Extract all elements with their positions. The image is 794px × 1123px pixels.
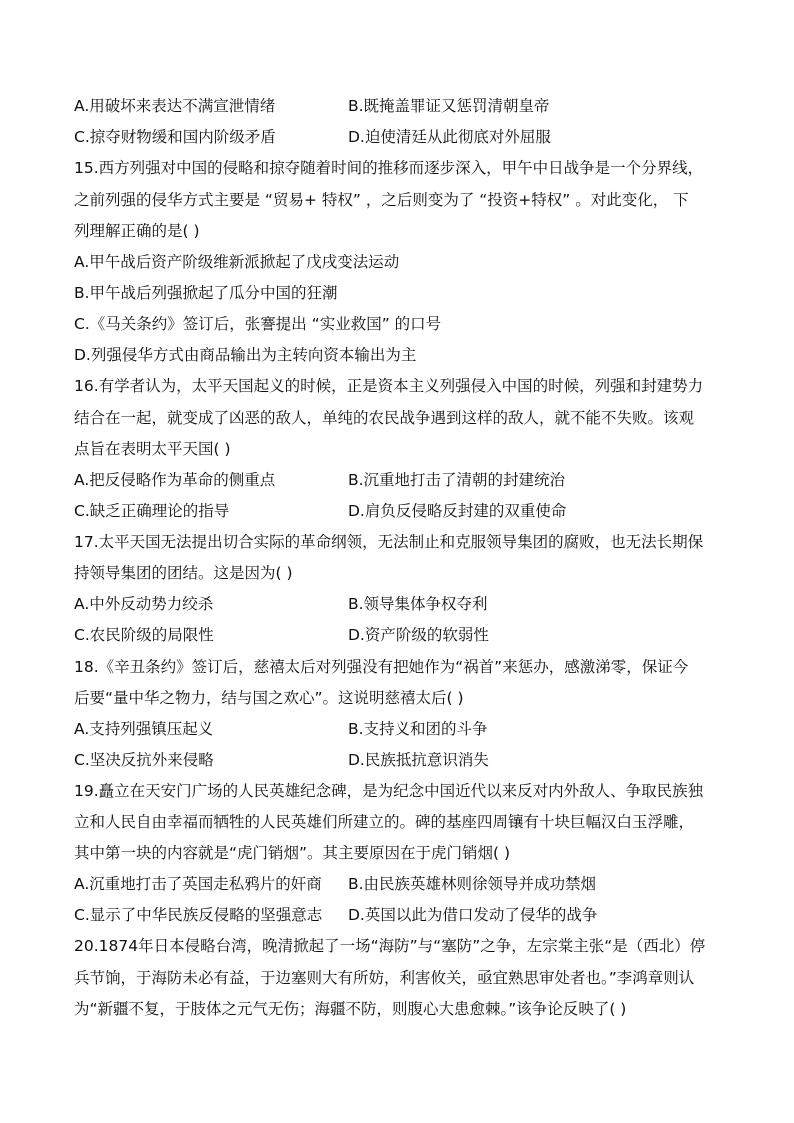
q19-stem-line: 立和人民自由幸福而牺牲的人民英雄们所建立的。碑的基座四周镶有十块巨幅汉白玉浮雕， bbox=[74, 813, 695, 831]
q17-option-d: D.资产阶级的软弱性 bbox=[348, 626, 489, 644]
q14-option-d: D.迫使清廷从此彻底对外屈服 bbox=[348, 128, 551, 146]
q17-option-a: A.中外反动势力绞杀 bbox=[74, 595, 214, 613]
q16-stem-line: 16.有学者认为，太平天国起义的时候，正是资本主义列强侵入中国的时候，列强和封建势力 bbox=[74, 377, 704, 395]
q16-stem-line: 结合在一起，就变成了凶恶的敌人，单纯的农民战争遇到这样的敌人，就不能不失败。该观 bbox=[74, 409, 695, 427]
q17-stem-line: 持领导集团的团结。这是因为( ) bbox=[74, 564, 293, 582]
q16-option-b: B.沉重地打击了清朝的封建统治 bbox=[348, 471, 566, 489]
q19-option-b: B.由民族英雄林则徐领导并成功禁烟 bbox=[348, 875, 597, 893]
q15-option-a: A.甲午战后资产阶级维新派掀起了戊戌变法运动 bbox=[74, 253, 400, 271]
q20-stem-line: 20.1874年日本侵略台湾，晚清掀起了一场“海防”与“塞防”之争，左宗棠主张“是（西北）停 bbox=[74, 937, 706, 955]
q15-stem-line: 之前列强的侵华方式主要是 “贸易+ 特权” ，之后则变为了 “投资+特权” 。对此变化， 下 bbox=[74, 191, 689, 209]
q15-option-b: B.甲午战后列强掀起了瓜分中国的狂潮 bbox=[74, 284, 338, 302]
q18-option-b: B.支持义和团的斗争 bbox=[348, 720, 488, 738]
q16-option-a: A.把反侵略作为革命的侧重点 bbox=[74, 471, 276, 489]
q14-option-c: C.掠夺财物缓和国内阶级矛盾 bbox=[74, 128, 276, 146]
q17-option-b: B.领导集体争权夺利 bbox=[348, 595, 488, 613]
q18-option-c: C.坚决反抗外来侵略 bbox=[74, 751, 214, 769]
q19-stem-line: 其中第一块的内容就是“虎门销烟”。其主要原因在于虎门销烟( ) bbox=[74, 844, 511, 862]
q19-option-a: A.沉重地打击了英国走私鸦片的奸商 bbox=[74, 875, 322, 893]
q15-option-d: D.列强侵华方式由商品输出为主转向资本输出为主 bbox=[74, 346, 417, 364]
q17-option-c: C.农民阶级的局限性 bbox=[74, 626, 214, 644]
q14-option-a: A.用破坏来表达不满宣泄情绪 bbox=[74, 97, 276, 115]
q16-option-d: D.肩负反侵略反封建的双重使命 bbox=[348, 502, 567, 520]
q16-stem-line: 点旨在表明太平天国( ) bbox=[74, 440, 231, 458]
q15-stem-line: 列理解正确的是( ) bbox=[74, 222, 200, 240]
q14-option-b: B.既掩盖罪证又惩罚清朝皇帝 bbox=[348, 97, 550, 115]
q18-stem-line: 18.《辛丑条约》签订后，慈禧太后对列强没有把她作为“祸首”来惩办，感激涕零，保证今 bbox=[74, 658, 689, 676]
q18-option-a: A.支持列强镇压起义 bbox=[74, 720, 214, 738]
q19-option-d: D.英国以此为借口发动了侵华的战争 bbox=[348, 906, 598, 924]
q15-option-c: C.《马关条约》签订后，张謇提出 “实业救国” 的口号 bbox=[74, 315, 442, 333]
q20-stem-line: 兵节饷，于海防未必有益，于边塞则大有所妨，利害攸关，亟宜熟思审处者也。”李鸿章则认 bbox=[74, 969, 695, 987]
q17-stem-line: 17.太平天国无法提出切合实际的革命纲领，无法制止和克服领导集团的腐败，也无法长期保 bbox=[74, 533, 704, 551]
q18-option-d: D.民族抵抗意识消失 bbox=[348, 751, 489, 769]
q15-stem-line: 15.西方列强对中国的侵略和掠夺随着时间的推移而逐步深入，甲午中日战争是一个分界线， bbox=[74, 159, 704, 177]
q18-stem-line: 后要“量中华之物力，结与国之欢心”。这说明慈禧太后( ) bbox=[74, 689, 464, 707]
q19-option-c: C.显示了中华民族反侵略的坚强意志 bbox=[74, 906, 323, 924]
q19-stem-line: 19.矗立在天安门广场的人民英雄纪念碑，是为纪念中国近代以来反对内外敌人、争取民族独 bbox=[74, 782, 704, 800]
q16-option-c: C.缺乏正确理论的指导 bbox=[74, 502, 230, 520]
q20-stem-line: 为“新疆不复，于肢体之元气无伤；海疆不防，则腹心大患愈棘。”该争论反映了( ) bbox=[74, 1000, 627, 1018]
